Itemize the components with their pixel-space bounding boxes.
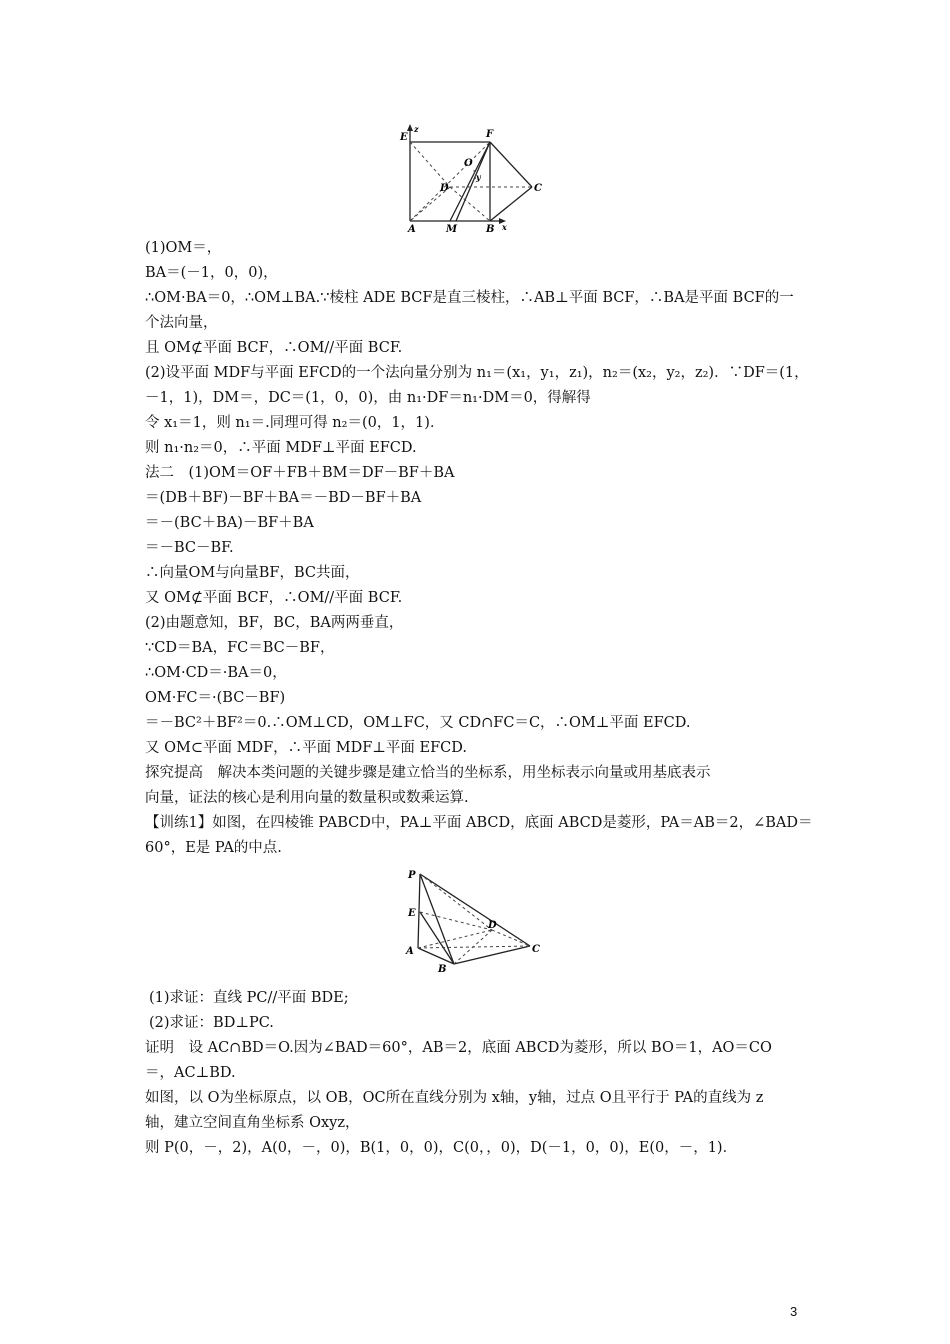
label-B: B [486, 224, 495, 234]
page-number: 3 [790, 1304, 798, 1319]
label-A: A [408, 224, 416, 234]
text-line: 轴，建立空间直角坐标系 Oxyz， [145, 1115, 360, 1131]
pyramid-figure [396, 866, 552, 972]
label-M: M [446, 224, 458, 234]
text-line: ＝－BC－BF. [145, 540, 234, 556]
text-line: (2)求证：BD⊥PC. [149, 1015, 274, 1031]
text-line: 法二 (1)OM＝OF＋FB＋BM＝DF－BF＋BA [145, 465, 455, 481]
text-line: 则 P(0，－，2)，A(0，－，0)，B(1，0，0)，C(0，，0)，D(－1，0，0)，E(0，－，1)． [145, 1140, 738, 1156]
label-O: O [464, 158, 473, 169]
text-line: －1，1)，DM＝，DC＝(1，0，0)，由 n₁·DF＝n₁·DM＝0，得解得 [145, 390, 591, 406]
text-line: 个法向量， [145, 315, 218, 331]
text-line: BA＝(－1，0，0)， [145, 265, 278, 281]
text-line: (2)由题意知，BF，BC，BA两两垂直， [145, 615, 404, 631]
text-line: 证明 设 AC∩BD＝O.因为∠BAD＝60°，AB＝2，底面 ABCD为菱形，所以 BO＝1，AO＝CO [145, 1040, 772, 1056]
label-F: F [486, 129, 494, 140]
text-line: 60°，E是 PA的中点. [145, 840, 282, 856]
text-line: ＝，AC⊥BD. [145, 1065, 236, 1081]
label-D: D [440, 183, 449, 194]
label-z: z [414, 124, 419, 134]
text-line: (2)设平面 MDF与平面 EFCD的一个法向量分别为 n₁＝(x₁，y₁，z₁)，n₂＝(x₂，y₂，z₂)．∵DF＝(1， [145, 365, 809, 381]
text-line: 且 OM⊄平面 BCF，∴OM//平面 BCF. [145, 340, 403, 356]
text-line: 如图，以 O为坐标原点，以 OB，OC所在直线分别为 x轴，y轴，过点 O且平行于 PA的直线为 z [145, 1090, 764, 1106]
text-line: OM·FC＝·(BC－BF) [145, 690, 286, 706]
text-line: 探究提高 解决本类问题的关键步骤是建立恰当的坐标系，用坐标表示向量或用基底表示 [145, 765, 711, 781]
text-line: ∴OM·BA＝0，∴OM⊥BA.∵棱柱 ADE BCF是直三棱柱，∴AB⊥平面 BCF，∴BA是平面 BCF的一 [145, 290, 794, 306]
text-line: 则 n₁·n₂＝0，∴平面 MDF⊥平面 EFCD. [145, 440, 417, 456]
prism-figure [398, 122, 558, 234]
text-line: (1)OM＝， [145, 240, 222, 256]
text-line: 向量，证法的核心是利用向量的数量积或数乘运算. [145, 790, 469, 806]
text-line: 又 OM⊄平面 BCF，∴OM//平面 BCF. [145, 590, 403, 606]
label-A: A [406, 946, 414, 957]
text-line: 令 x₁＝1，则 n₁＝.同理可得 n₂＝(0，1，1)． [145, 415, 445, 431]
label-C: C [532, 944, 540, 955]
text-line: 又 OM⊂平面 MDF，∴平面 MDF⊥平面 EFCD. [145, 740, 467, 756]
text-line: (1)求证：直线 PC//平面 BDE; [149, 990, 349, 1006]
solution-part-1 [145, 236, 815, 861]
text-line: ∵CD＝BA，FC＝BC－BF， [145, 640, 335, 656]
text-line: ＝－BC²＋BF²＝0.∴OM⊥CD，OM⊥FC，又 CD∩FC＝C，∴OM⊥平面 EFCD. [145, 715, 691, 731]
label-C: C [534, 183, 542, 194]
label-x: x [502, 222, 507, 232]
label-P: P [408, 870, 416, 881]
label-E: E [400, 132, 408, 143]
label-E: E [408, 908, 416, 919]
label-y: y [476, 172, 481, 182]
text-line: 【训练1】如图，在四棱锥 PABCD中，PA⊥平面 ABCD，底面 ABCD是菱形，PA＝AB＝2，∠BAD＝ [145, 815, 813, 831]
text-line: ＝－(BC＋BA)－BF＋BA [145, 515, 314, 531]
solution-part-2 [145, 986, 815, 1161]
label-B: B [438, 964, 447, 972]
label-D: D [488, 920, 497, 931]
text-line: ∴OM·CD＝·BA＝0， [145, 665, 287, 681]
text-line: ＝(DB＋BF)－BF＋BA＝－BD－BF＋BA [145, 490, 422, 506]
text-line: ∴向量OM与向量BF，BC共面， [145, 565, 360, 581]
